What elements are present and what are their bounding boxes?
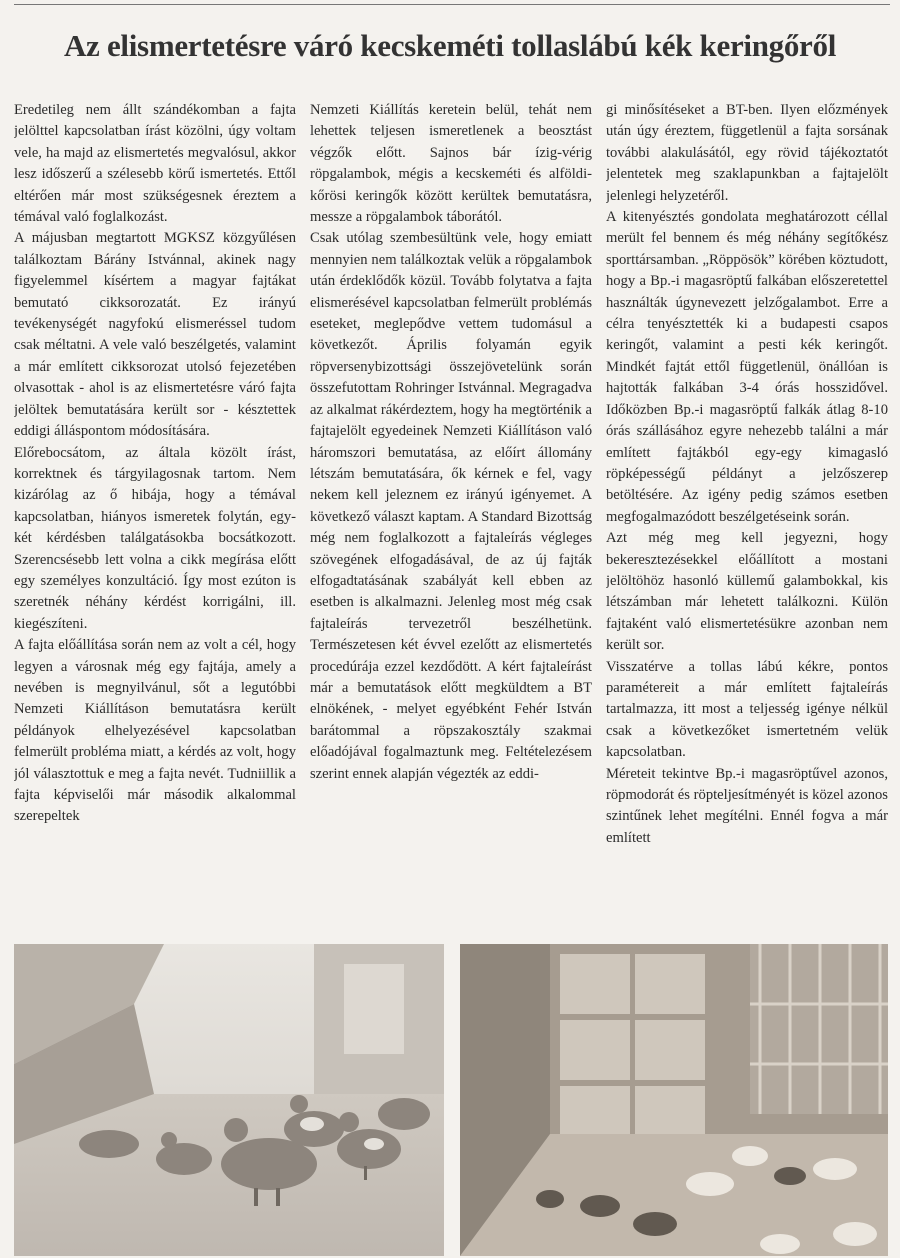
paragraph: A májusban megtartott MGKSZ közgyűlésen találkoztam Bárány Istvánnal, akinek nagy figyelemmel kísértem a magyar fajtákat bemutató cikksorozatát. Ez irányú tevékenységét nagyfokú elismeréssel tudom csak méltatni. A vele való beszélgetés, valamint a már említett cikksorozat utolsó fejezetében olvasottak - ahol is az elismertetésre váró fajta jelöltek bemutatására került sor - késztettek eddigi álláspontom módosítására. <box>14 230 296 440</box>
column-1 <box>14 100 296 930</box>
article-title: Az elismertetésre váró kecskeméti tollaslábú kék keringőről <box>63 28 837 63</box>
article-body <box>14 100 888 930</box>
column-3 <box>606 100 888 930</box>
paragraph: Visszatérve a tollas lábú kékre, pontos paramétereit a már említett fajtaleírás tartalmazza, itt most a teljesség igénye nélkül csak a következőket ismertetném velük kapcsolatban. <box>606 658 888 761</box>
column-2 <box>310 100 592 930</box>
paragraph: Előrebocsátom, az általa közölt írást, korrektnek és tárgyilagosnak tartom. Nem kizárólag az ő hibája, hogy a témával kapcsolatban, hiányos ismeretek folytán, egy-két kérdésben találgatásokba bocsátkozott. Szerencsésebb lett volna a cikk megírása előtt egy személyes konzultáció. Így most ezúton is szeretnék néhány kérdést korrigálni, ill. kiegészíteni. <box>14 444 296 632</box>
top-rule <box>14 4 890 5</box>
pigeons-loft-photo <box>14 944 444 1256</box>
pigeons-nest-boxes-photo <box>460 944 888 1256</box>
paragraph: Nemzeti Kiállítás keretein belül, tehát nem lehettek teljesen ismeretlenek a beosztást végzők előtt. Sajnos bár ízig-vérig röpgalambok, mégis a kecskeméti és alföldi-kőrösi keringők között kerültek bemutatásra, messze a röpgalambok táborától. <box>310 102 592 226</box>
paragraph: gi minősítéseket a BT-ben. Ilyen előzmények után úgy éreztem, függetlenül a fajta sorsának további alakulásától, egy rövid tájékoztatót jelentetek meg szaklapunkban a fajtajelölt jelenlegi helyzetéről. <box>606 102 888 204</box>
paragraph: Azt még meg kell jegyezni, hogy bekeresztezésekkel előállított a mostani jelöltöhöz hasonló küllemű galambokkal, kis létszámban már lehetett találkozni. Külön fajtaként való elismertetésükre azonban nem került sor. <box>606 530 888 654</box>
photo-row <box>14 944 888 1256</box>
paragraph: A fajta előállítása során nem az volt a cél, hogy legyen a városnak még egy fajtája, amely a nevében is megnyilvánul, sőt a legutóbbi Nemzeti Kiállításon bemutatásra került példányok elhelyezésével kapcsolatban felmerült probléma miatt, a kérdés az volt, hogy jól választottuk e meg a fajta nevét. Tudniillik a fajta képviselői már második alkalommal szerepeltek <box>14 637 296 825</box>
paragraph: Csak utólag szembesültünk vele, hogy emiatt mennyien nem találkoztak velük a röpgalambok után érdeklődők közül. Tovább folytatva a fajta elismerésével kapcsolatban felmerült problémás eseteket, meglepődve vettem tudomásul a következőt. Április folyamán egyik röpversenybizottsági összejövetelünk során összefutottam Rohringer Istvánnal. Megragadva az alkalmat rákérdeztem, hogy ha megtörténik a fajtajelölt egyedeinek Nemzeti Kiállításon való háromszori bemutatása, az előírt állomány létszám bemutatására, ők kérnek e fel, vagy nekem kell jeleznem ez irányú igényemet. A következő választ kaptam. A Standard Bizottság még nem foglalkozott a fajtaleírás végleges szövegének elfogadásával, de az új fajták elfogadtatásának szabályát kell ebben az esetben is alkalmazni. Jelenleg most még csak fajtaleírás tervezetről beszélhetünk. Természetesen két évvel ezelőtt az elismertetés procedúrája ezzel kezdődött. A kért fajtaleírást már a bemutatások előtt megküldtem a BT elnökének, - melyet egyébként Fehér István barátommal a röpszakosztály szakmai előadójával fogalmaztunk meg. Feltételezésem szerint ennek alapján végezték az eddi- <box>310 230 592 782</box>
paragraph: Méreteit tekintve Bp.-i magasröptűvel azonos, röpmodorát és röpteljesítményét is közel azonos szintűnek lehet megítélni. Ennél fogva a már említett <box>606 765 888 846</box>
paragraph: Eredetileg nem állt szándékomban a fajta jelölttel kapcsolatban írást közölni, úgy voltam vele, ha majd az elismertetés megvalósul, akkor lesz időszerű a szélesebb körű ismertetés. Ettől eltérően már most szükségesnek éreztem a témával való foglalkozást. <box>14 102 296 226</box>
paragraph: A kitenyésztés gondolata meghatározott céllal merült fel bennem és még néhány segítőkész sporttársamban. „Röppösök” körében köztudott, hogy a Bp.-i magasröptű falkában előszeretettel használták úgynevezett jelzőgalambot. Erre a célra tenyésztették ki a budapesti csapos keringőt, valamint a pesti kék keringőt. Mindkét fajtát ettől függetlenül, önállóan is hajtották falkában 3-4 órás hosszidővel. Időközben Bp.-i magasröptű falkák átlag 8-10 órás szállásához egyre nehezebb találni a már említett fajtákból egy-egy kimagasló röpképességű példányt a jelzőszerep betöltésére. Az igény pedig számos esetben megfogalmazódott beszélgetéseink során. <box>606 209 888 525</box>
